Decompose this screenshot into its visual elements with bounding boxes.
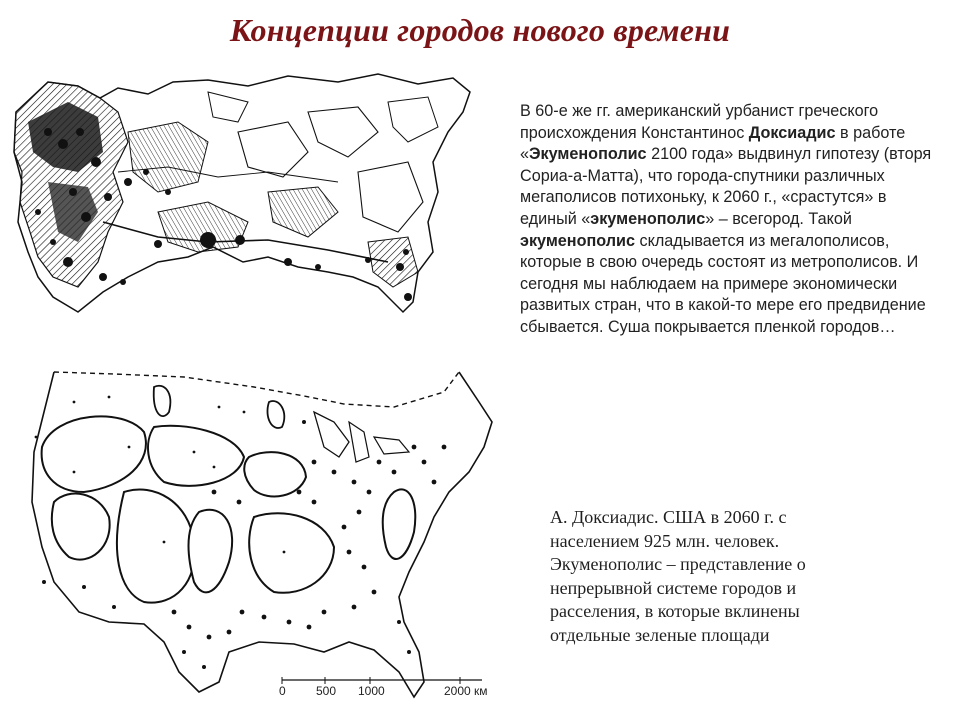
ecumenopolis-term: экуменополис: [520, 231, 635, 250]
scale-tick-label: 500: [316, 684, 337, 698]
ecumenopolis-term: экуменополис: [590, 209, 706, 228]
body-text-part: складывается из мегалополисов, которые в свою очередь состоят из метрополисов. И сегодня мы наблюдаем на примере экономически развитых стран, что в какой-то мере его предвидение сбывается. Суша покрывается пленкой городов…: [520, 231, 926, 336]
caption-line: расселения, в которые вклинены: [550, 601, 800, 621]
scale-tick-label: 1000: [358, 684, 385, 698]
ecumenopolis-work-title: Экуменополис: [529, 145, 647, 164]
caption-line: Экуменополис – представление о: [550, 554, 806, 574]
body-text-part: » – всегород. Такой: [705, 209, 852, 228]
scale-tick-label: 0: [279, 684, 286, 698]
body-text-part: В 60-е же гг. американский урбанист греческого происхождения Константинос: [520, 102, 879, 142]
eurasia-ecumenopolis-map: [8, 72, 478, 324]
map-caption: [550, 506, 850, 647]
scale-bar: [270, 676, 520, 720]
doxiadis-name: Доксиадис: [748, 123, 836, 142]
scale-tick-label: 2000 км: [444, 684, 488, 698]
body-text-part: 2100 года» выдвинул гипотезу (вторя Сориа-а-Матта), что города-спутники различных мегаполисов потихоньку, к 2060 г., «срастутся» в единый «: [520, 145, 932, 228]
caption-line: населением 925 млн. человек.: [550, 530, 780, 551]
caption-line: непрерывной системе городов и: [550, 577, 797, 598]
slide-title: Концепции городов нового времени: [229, 12, 731, 48]
usa-ecumenopolis-map: [14, 352, 514, 720]
body-paragraph: [520, 101, 940, 339]
body-text-part: в работе «: [520, 123, 906, 164]
caption-line: А. Доксиадис. США в 2060 г. с: [550, 507, 787, 527]
caption-line: отдельные зеленые площади: [550, 624, 770, 645]
